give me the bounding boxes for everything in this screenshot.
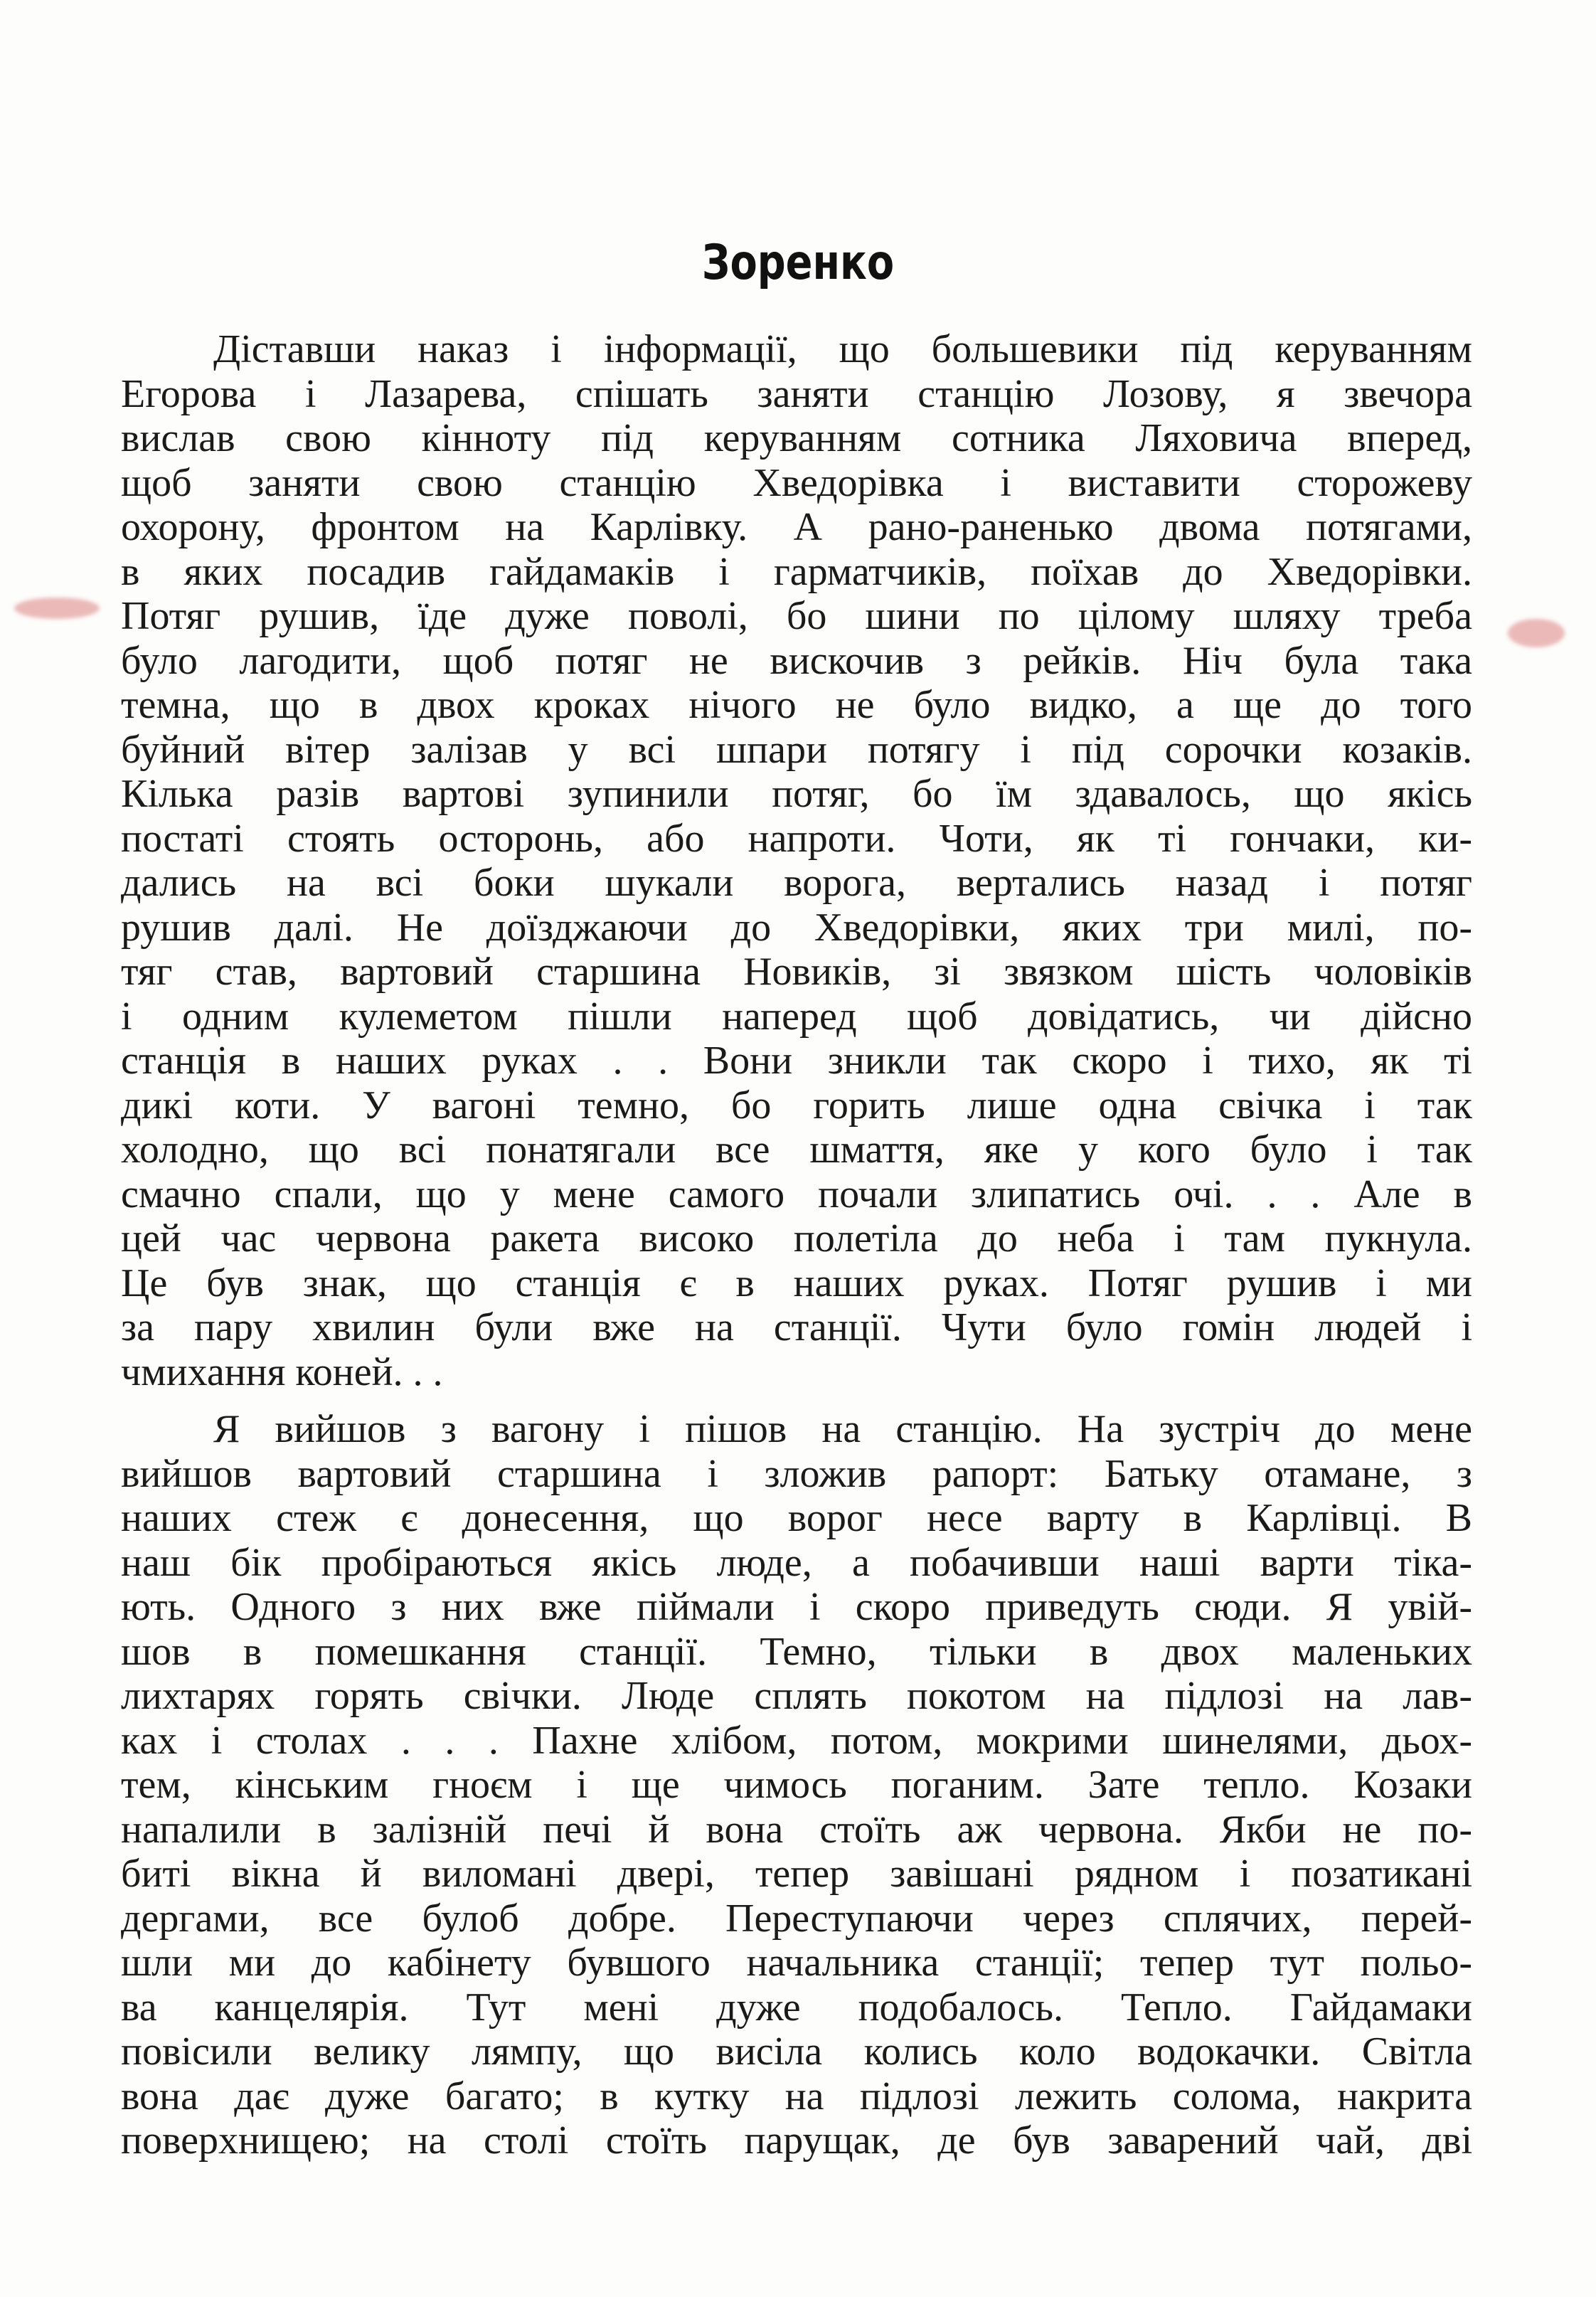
- text-line: биті вікна й виломані двері, тепер завішані рядном і позатикані: [121, 1852, 1472, 1896]
- text-line: шли ми до кабінету бувшого начальника станції; тепер тут польо-: [121, 1941, 1472, 1985]
- text-line: за пару хвилин були вже на станції. Чути було гомін людей і: [121, 1305, 1472, 1349]
- text-line: дергами, все булоб добре. Переступаючи через сплячих, перей-: [121, 1896, 1472, 1941]
- text-line: охорону, фронтом на Карлівку. А рано-раненько двома потягами,: [121, 505, 1472, 549]
- text-line: Потяг рушив, їде дуже поволі, бо шини по цілому шляху треба: [121, 594, 1472, 638]
- text-line: вислав свою кінноту під керуванням сотника Ляховича вперед,: [121, 416, 1472, 460]
- text-line: дикі коти. У вагоні темно, бо горить лише одна свічка і так: [121, 1083, 1472, 1128]
- text-line: буйний вітер залізав у всі шпари потягу і під сорочки козаків.: [121, 727, 1472, 772]
- text-line: вона дає дуже багато; в кутку на підлозі лежить солома, накрита: [121, 2074, 1472, 2118]
- text-line: щоб заняти свою станцію Хведорівка і виставити сторожеву: [121, 460, 1472, 505]
- text-line: було лагодити, щоб потяг не вискочив з рейків. Ніч була така: [121, 638, 1472, 683]
- text-line: наш бік пробіраються якісь люде, а побачивши наші варти тіка-: [121, 1540, 1472, 1585]
- text-line: поверхнищею; на столі стоїть парущак, де був заварений чай, дві: [121, 2118, 1472, 2163]
- text-line: ють. Одного з них вже піймали і скоро приведуть сюди. Я увій-: [121, 1585, 1472, 1629]
- text-line: тем, кінським гноєм і ще чимось поганим. Зате тепло. Козаки: [121, 1763, 1472, 1807]
- text-line: холодно, що всі понатягали все шмаття, яке у кого було і так: [121, 1128, 1472, 1172]
- text-line: станція в наших руках . . Вони зникли так скоро і тихо, як ті: [121, 1039, 1472, 1083]
- text-line: цей час червона ракета високо полетіла до неба і там пукнула.: [121, 1216, 1472, 1261]
- paragraph-2: [121, 1407, 1472, 2163]
- text-line: Діставши наказ і інформації, що большевики під керуванням: [213, 327, 1472, 371]
- text-line: темна, що в двох кроках нічого не було видко, а ще до того: [121, 683, 1472, 727]
- text-line: Я вийшов з вагону і пішов на станцію. На зустріч до мене: [213, 1407, 1472, 1451]
- text-line: вийшов вартовий старшина і зложив рапорт: Батьку отамане, з: [121, 1451, 1472, 1496]
- text-line: Кілька разів вартові зупинили потяг, бо їм здавалось, що якісь: [121, 772, 1472, 816]
- ink-stain-left: [14, 598, 100, 619]
- text-line: постаті стоять осторонь, або напроти. Чоти, як ті гончаки, ки-: [121, 816, 1472, 861]
- text-line: наших стеж є донесення, що ворог несе варту в Карлівці. В: [121, 1496, 1472, 1540]
- text-line: лихтарях горять свічки. Люде сплять покотом на підлозі на лав-: [121, 1674, 1472, 1718]
- page-title: Зоренко: [701, 235, 895, 291]
- text-line: шов в помешкання станції. Темно, тільки в двох маленьких: [121, 1629, 1472, 1674]
- text-line: в яких посадив гайдамаків і гарматчиків, поїхав до Хведорівки.: [121, 549, 1472, 594]
- text-line: ва канцелярія. Тут мені дуже подобалось. Тепло. Гайдамаки: [121, 1985, 1472, 2030]
- text-line: дались на всі боки шукали ворога, вертались назад і потяг: [121, 861, 1472, 905]
- text-line: ках і столах . . . Пахне хлібом, потом, мокрими шинелями, дьох-: [121, 1718, 1472, 1763]
- text-line: Егорова і Лазарева, спішать заняти станцію Лозову, я звечора: [121, 371, 1472, 416]
- text-line: і одним кулеметом пішли наперед щоб довідатись, чи дійсно: [121, 994, 1472, 1039]
- text-line: тяг став, вартовий старшина Новиків, зі звязком шість чоловіків: [121, 950, 1472, 994]
- paragraph-1: [121, 327, 1472, 1394]
- ink-stain-right: [1508, 619, 1565, 647]
- text-line: напалили в залізній печі й вона стоїть аж червона. Якби не по-: [121, 1807, 1472, 1852]
- text-line: повісили велику лямпу, що висіла колись коло водокачки. Світла: [121, 2030, 1472, 2074]
- text-line: рушив далі. Не доїзджаючи до Хведорівки, яких три милі, по-: [121, 905, 1472, 950]
- text-line: Це був знак, що станція є в наших руках. Потяг рушив і ми: [121, 1261, 1472, 1305]
- text-line: смачно спали, що у мене самого почали злипатись очі. . . Але в: [121, 1172, 1472, 1216]
- article-body: [121, 327, 1472, 2163]
- text-line: чмихання коней. . .: [121, 1349, 443, 1394]
